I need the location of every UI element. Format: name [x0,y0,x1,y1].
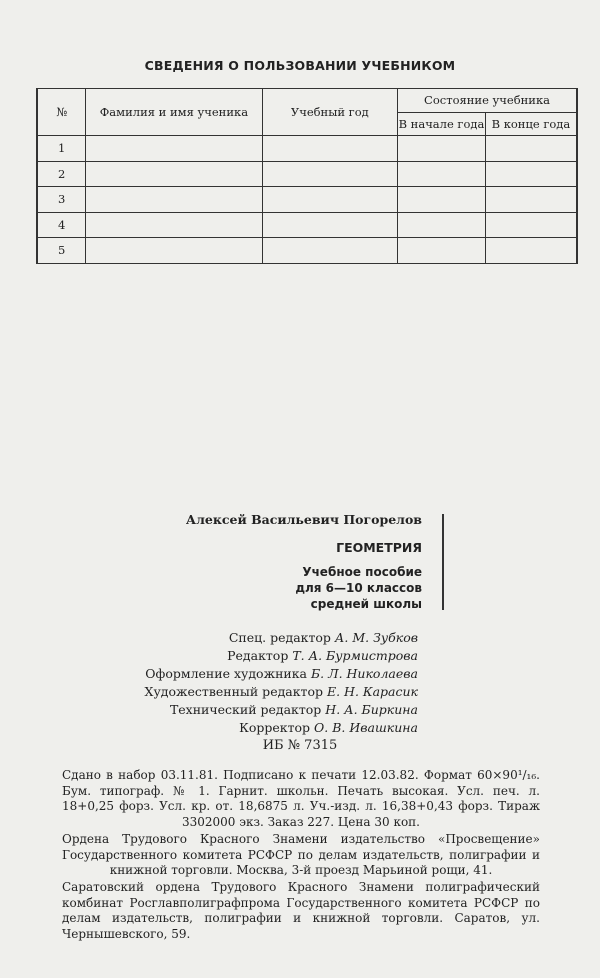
header-textbook-condition: Состояние учебника [398,89,577,113]
year-cell[interactable] [262,161,398,187]
header-end-of-year: В конце года [485,112,577,136]
credit-role: Корректор [239,720,311,735]
imprint-details: Сдано в набор 03.11.81. Подписано к печати 12.03.82. Формат 60×90¹/₁₆. Бум. типограф. № 1. Гарнит. школьн. Печать высокая. Усл. печ. л. 18+0,25 форз. Усл. кр. от. 18,6875 л. Уч.-изд. л. 16,38+0,43 форз. Тираж 3302000 экз. Заказ 227. Цена 30 коп. [62,768,540,829]
header-number: № [37,89,86,136]
credit-name: Н. А. Биркина [325,702,418,717]
start-cell[interactable] [398,238,486,264]
year-cell[interactable] [262,136,398,162]
end-cell[interactable] [485,187,577,213]
textbook-usage-table [36,88,578,264]
credit-name: Е. Н. Карасик [326,684,418,699]
credit-role: Технический редактор [169,702,322,717]
credit-line [145,665,418,683]
credit-line [145,701,418,719]
divider-bar [442,514,444,610]
start-cell[interactable] [398,161,486,187]
start-cell[interactable] [398,212,486,238]
credit-line [145,683,418,701]
start-cell[interactable] [398,136,486,162]
header-student-name: Фамилия и имя ученика [86,89,262,136]
table-row [37,238,577,264]
credit-name: А. М. Зубков [334,630,418,645]
year-cell[interactable] [262,187,398,213]
page-heading: СВЕДЕНИЯ О ПОЛЬЗОВАНИИ УЧЕБНИКОМ [144,58,456,73]
start-cell[interactable] [398,187,486,213]
end-cell[interactable] [485,238,577,264]
table-row [37,212,577,238]
credit-role: Спец. редактор [228,630,331,645]
credit-role: Редактор [227,648,289,663]
name-cell[interactable] [86,187,262,213]
year-cell[interactable] [262,238,398,264]
table-row [37,136,577,162]
name-cell[interactable] [86,136,262,162]
end-cell[interactable] [485,136,577,162]
row-number: 3 [37,187,86,213]
subtitle-line: средней школы [310,597,422,611]
subtitle-line: Учебное пособие [302,565,422,579]
table-row [37,161,577,187]
row-number: 2 [37,161,86,187]
row-number: 4 [37,212,86,238]
credit-line [145,719,418,737]
end-cell[interactable] [485,212,577,238]
end-cell[interactable] [485,161,577,187]
header-start-of-year: В начале года [398,112,486,136]
row-number: 1 [37,136,86,162]
printer-info: Саратовский ордена Трудового Красного Знамени полиграфический комбинат Росглавполиграфпрома Государственного комитета РСФСР по делам издательств, полиграфии и книжной торговли. Саратов, ул. Чернышевского, 59. [62,880,540,941]
name-cell[interactable] [86,238,262,264]
credit-line [145,647,418,665]
credit-name: Б. Л. Николаева [311,666,418,681]
publisher-info: Ордена Трудового Красного Знамени издательство «Просвещение» Государственного комитета РСФСР по делам издательств, полиграфии и книжной торговли. Москва, 3-й проезд Марьиной рощи, 41. [62,832,540,877]
credit-name: О. В. Ивашкина [314,720,418,735]
book-subtitle [295,564,422,612]
credits-list [145,629,418,737]
table-row [37,187,577,213]
credit-role: Художественный редактор [144,684,323,699]
credit-line [145,629,418,647]
name-cell[interactable] [86,161,262,187]
credit-name: Т. А. Бурмистрова [292,648,418,663]
row-number: 5 [37,238,86,264]
header-school-year: Учебный год [262,89,398,136]
ib-number: ИБ № 7315 [262,738,338,753]
credit-role: Оформление художника [145,666,308,681]
year-cell[interactable] [262,212,398,238]
author-name: Алексей Васильевич Погорелов [185,512,422,527]
book-title: ГЕОМЕТРИЯ [336,540,422,555]
name-cell[interactable] [86,212,262,238]
subtitle-line: для 6—10 классов [295,581,422,595]
